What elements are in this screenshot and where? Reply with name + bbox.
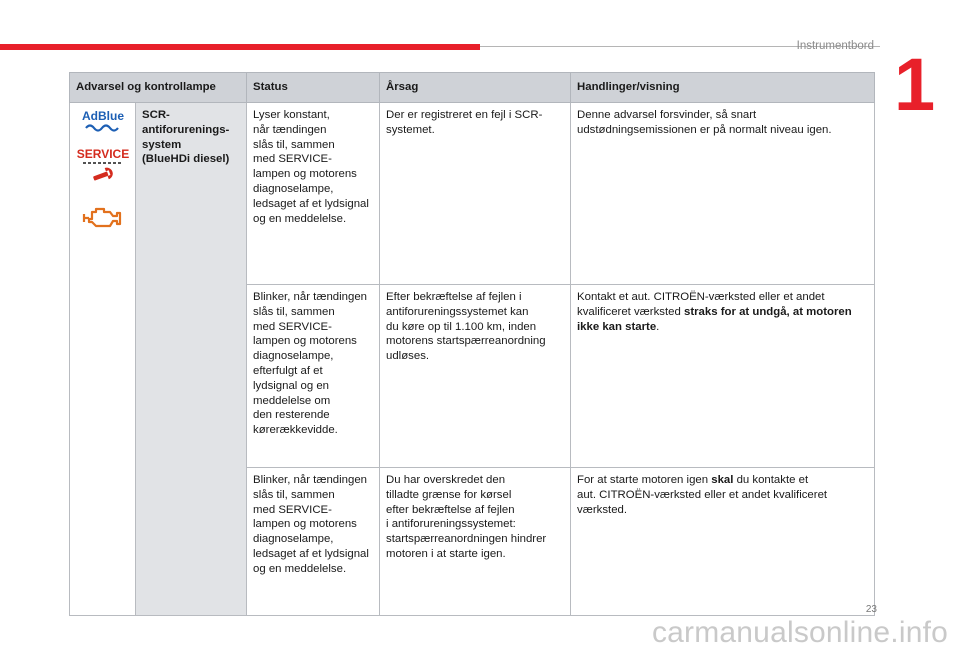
table-row xyxy=(70,103,875,285)
status-cell xyxy=(247,468,380,616)
status-text: Blinker, når tændingen slås til, sammen med SERVICE- lampen og motorens diagnoselampe, efterfulgt af et lydsignal og en meddelelse om den resterende kørerækkevidde. xyxy=(253,291,367,437)
cause-text: Efter bekræftelse af fejlen i antiforureningssystemet kan du køre op til 1.100 km, inden motorens startspærreanordning udløses. xyxy=(386,291,546,363)
service-wrench-icon xyxy=(76,146,129,186)
action-text xyxy=(577,473,868,517)
table-header-row xyxy=(70,73,875,103)
cause-text: Der er registreret en fejl i SCR- systemet. xyxy=(386,109,543,136)
action-text-bold: skal xyxy=(711,474,734,486)
action-cell xyxy=(571,468,875,616)
status-text: Blinker, når tændingen slås til, sammen med SERVICE- lampen og motorens diagnoselampe, ledsaget af et lydsignal og en meddelelse. xyxy=(253,474,369,575)
action-text-pre: For at starte motoren igen xyxy=(577,474,712,486)
cause-cell xyxy=(380,468,571,616)
action-text xyxy=(577,108,868,138)
adblue-icon xyxy=(80,108,126,134)
service-icon-text: SERVICE xyxy=(76,147,129,161)
action-cell xyxy=(571,103,875,285)
warning-icons-cell xyxy=(70,103,136,616)
chapter-accent-bar xyxy=(0,44,480,50)
column-header-warning: Advarsel og kontrollampe xyxy=(70,73,247,103)
warning-lights-table xyxy=(69,72,875,616)
action-text-pre: Kontakt et aut. CITROËN-værksted eller et andet kvalificeret værksted xyxy=(577,291,825,318)
cause-cell xyxy=(380,285,571,468)
action-text-pre: Denne advarsel forsvinder, så snart udstødningsemissionen er på normalt niveau igen. xyxy=(577,109,832,136)
engine-management-icon xyxy=(83,204,123,230)
warning-name-cell xyxy=(136,103,247,616)
status-cell xyxy=(247,285,380,468)
action-cell xyxy=(571,285,875,468)
cause-cell xyxy=(380,103,571,285)
action-text-post: du kontakte et aut. CITROËN-værksted eller et andet kvalificeret værksted. xyxy=(577,474,828,516)
action-text-post: . xyxy=(656,320,660,333)
page-number: 23 xyxy=(865,604,877,615)
column-header-actions: Handlinger/visning xyxy=(571,73,875,103)
warning-name: SCR- antiforurenings- system (BlueHDi diesel) xyxy=(142,109,230,166)
status-text: Lyser konstant, når tændingen slås til, sammen med SERVICE- lampen og motorens diagnoselampe, ledsaget af et lydsignal og en meddelelse. xyxy=(253,109,369,225)
column-header-cause: Årsag xyxy=(380,73,571,103)
status-cell xyxy=(247,103,380,285)
cause-text: Du har overskredet den tilladte grænse for kørsel efter bekræftelse af fejlen i antiforureningssystemet: startspærreanordningen hindrer motoren i at starte igen. xyxy=(386,474,547,560)
action-text xyxy=(577,290,868,334)
section-title: Instrumentbord xyxy=(796,40,874,52)
watermark: carmanualsonline.info xyxy=(651,616,948,649)
action-text-bold: straks for at undgå, at motoren ikke kan starte xyxy=(577,305,852,333)
adblue-icon-text: AdBlue xyxy=(81,109,124,123)
chapter-number: 1 xyxy=(894,43,936,126)
column-header-status: Status xyxy=(247,73,380,103)
